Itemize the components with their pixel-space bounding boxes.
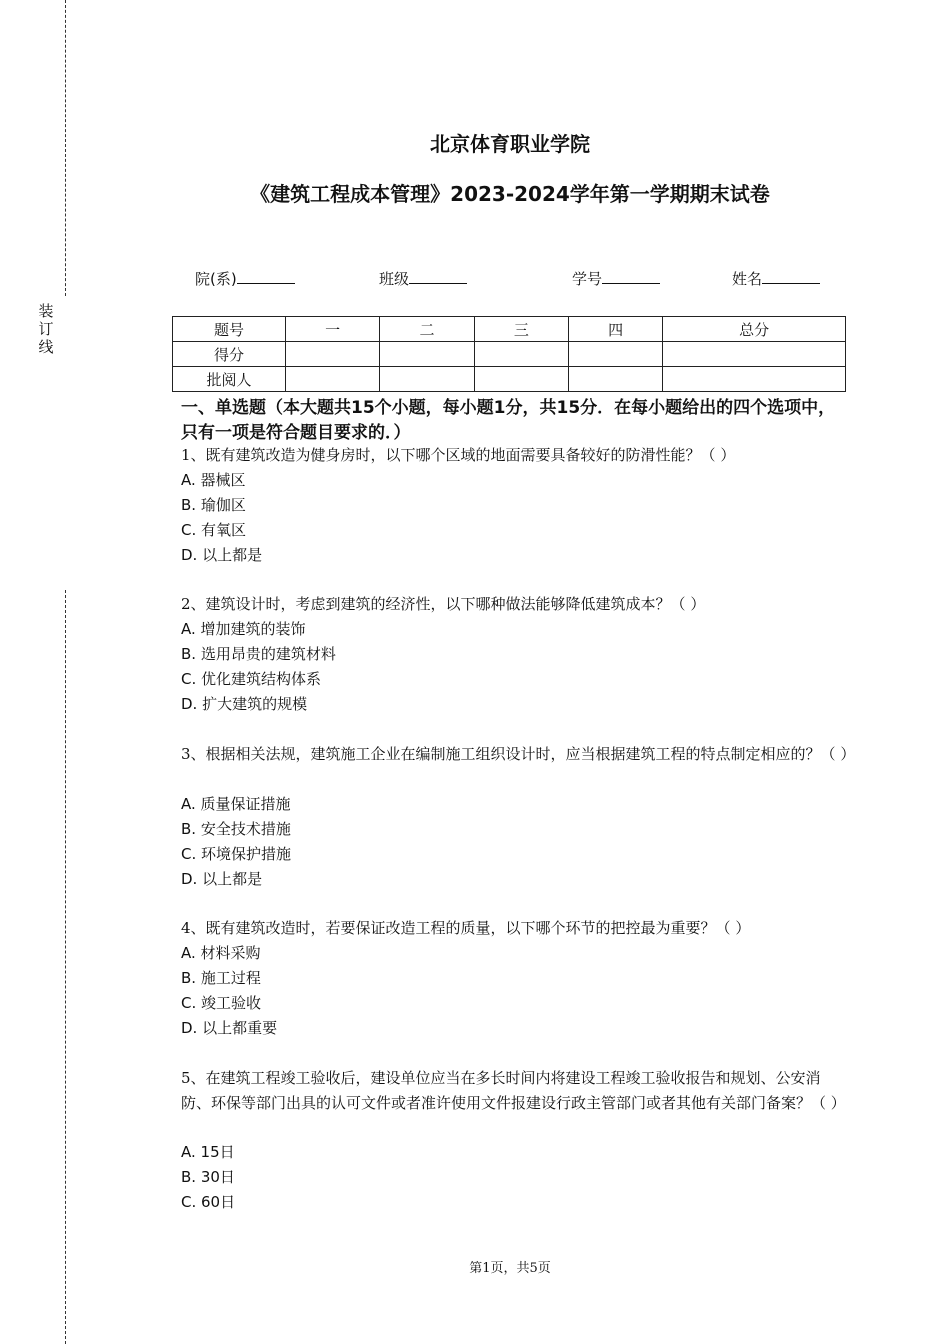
option-d[interactable]: D. 以上都是	[181, 870, 263, 888]
option-c[interactable]: C. 竣工验收	[181, 994, 262, 1012]
score-table-header: 题号	[173, 317, 286, 342]
section-heading: 一、单选题（本大题共15个小题，每小题1分，共15分．在每小题给出的四个选项中，只有一项是符合题目要求的．）	[181, 398, 836, 443]
binding-dashed-line-bottom	[65, 590, 66, 1344]
score-row	[173, 342, 846, 367]
option-a[interactable]: A. 器械区	[181, 471, 246, 489]
grader-cell[interactable]	[380, 367, 474, 392]
question-text: 5、在建筑工程竣工验收后，建设单位应当在多长时间内将建设工程竣工验收报告和规划、公安消防、环保等部门出具的认可文件或者准许使用文件报建设行政主管部门或者其他有关部门备案？（ ）	[181, 1069, 846, 1112]
score-table-header: 二	[380, 317, 474, 342]
score-row-label: 得分	[173, 342, 286, 367]
score-table	[172, 316, 846, 392]
page-footer: 第1页，共5页	[469, 1261, 551, 1276]
score-cell[interactable]	[380, 342, 474, 367]
option-c[interactable]: C. 环境保护措施	[181, 845, 292, 863]
class-field[interactable]: 班级	[379, 268, 467, 289]
score-cell[interactable]	[474, 342, 568, 367]
option-c[interactable]: C. 60日	[181, 1193, 236, 1211]
score-cell[interactable]	[663, 342, 846, 367]
option-a[interactable]: A. 质量保证措施	[181, 795, 291, 813]
name-field[interactable]: 姓名	[732, 268, 820, 289]
option-a[interactable]: A. 增加建筑的装饰	[181, 620, 306, 638]
option-d[interactable]: D. 扩大建筑的规模	[181, 695, 308, 713]
score-cell[interactable]	[568, 342, 662, 367]
option-b[interactable]: B. 选用昂贵的建筑材料	[181, 645, 336, 663]
score-table-header: 总分	[663, 317, 846, 342]
school-name: 北京体育职业学院	[430, 132, 590, 156]
question-text: 1、既有建筑改造为健身房时，以下哪个区域的地面需要具备较好的防滑性能？（ ）	[181, 446, 736, 464]
score-table-header: 四	[568, 317, 662, 342]
grader-cell[interactable]	[286, 367, 380, 392]
grader-cell[interactable]	[663, 367, 846, 392]
grader-row	[173, 367, 846, 392]
question-text: 3、根据相关法规，建筑施工企业在编制施工组织设计时，应当根据建筑工程的特点制定相应的？（ ）	[181, 745, 856, 763]
score-table-header: 一	[286, 317, 380, 342]
grader-cell[interactable]	[568, 367, 662, 392]
exam-title: 《建筑工程成本管理》2023-2024学年第一学期期末试卷	[250, 182, 770, 206]
option-b[interactable]: B. 安全技术措施	[181, 820, 291, 838]
option-b[interactable]: B. 施工过程	[181, 969, 261, 987]
option-a[interactable]: A. 材料采购	[181, 944, 261, 962]
score-cell[interactable]	[286, 342, 380, 367]
student-id-field[interactable]: 学号	[572, 268, 660, 289]
score-table-header-row	[173, 317, 846, 342]
grader-row-label: 批阅人	[173, 367, 286, 392]
option-c[interactable]: C. 有氧区	[181, 521, 247, 539]
question-text: 4、既有建筑改造时，若要保证改造工程的质量，以下哪个环节的把控最为重要？（ ）	[181, 919, 751, 937]
binding-label: 装 订 线	[38, 302, 54, 356]
grader-cell[interactable]	[474, 367, 568, 392]
score-table-header: 三	[474, 317, 568, 342]
option-d[interactable]: D. 以上都重要	[181, 1019, 278, 1037]
option-c[interactable]: C. 优化建筑结构体系	[181, 670, 322, 688]
option-b[interactable]: B. 瑜伽区	[181, 496, 246, 514]
option-d[interactable]: D. 以上都是	[181, 546, 263, 564]
option-b[interactable]: B. 30日	[181, 1168, 235, 1186]
department-field[interactable]: 院(系)	[195, 268, 295, 289]
question-text: 2、建筑设计时，考虑到建筑的经济性，以下哪种做法能够降低建筑成本？（ ）	[181, 595, 706, 613]
option-a[interactable]: A. 15日	[181, 1143, 235, 1161]
